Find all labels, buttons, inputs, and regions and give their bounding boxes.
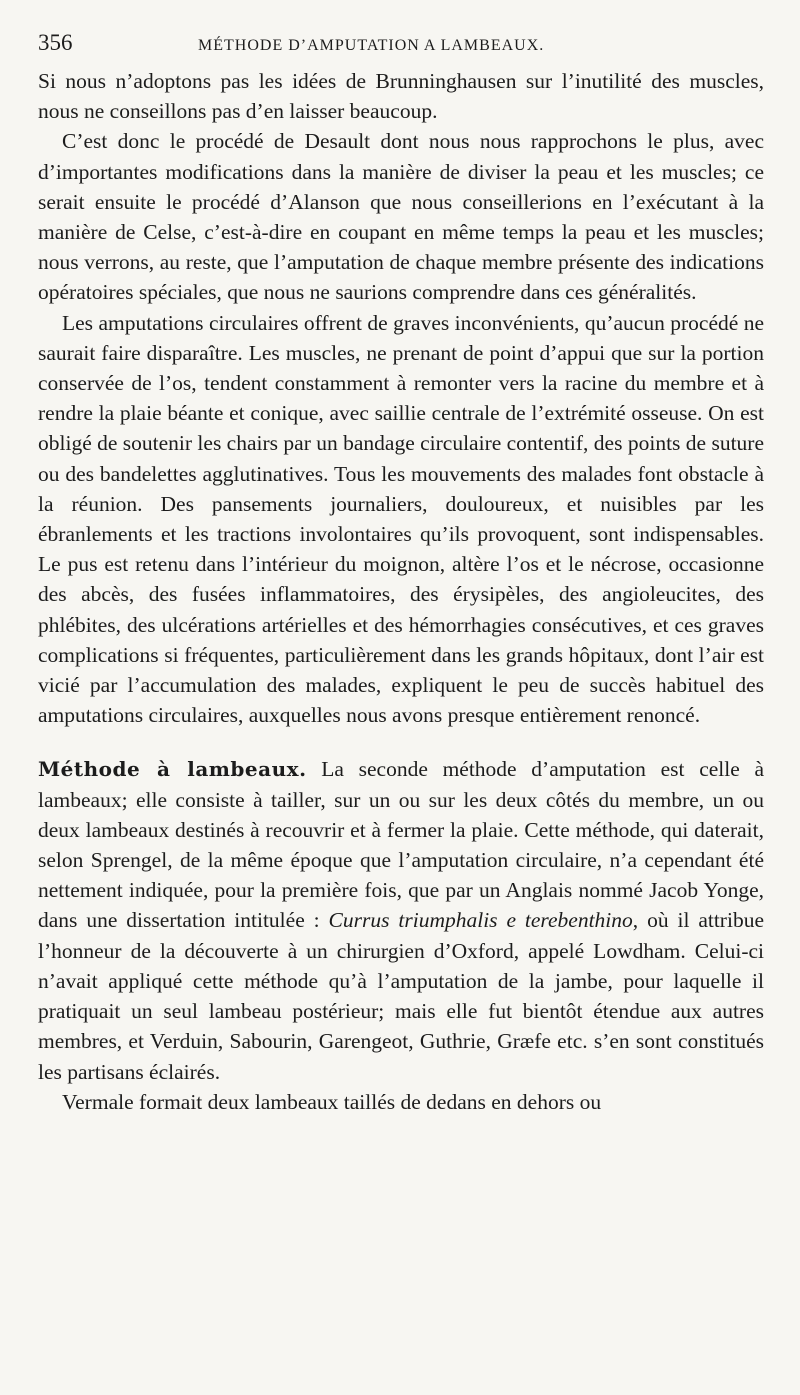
page-number: 356	[38, 30, 73, 55]
paragraph-4	[38, 754, 764, 1086]
running-title: MÉTHODE D’AMPUTATION A LAMBEAUX.	[198, 37, 545, 54]
paragraph-4-italic-title: Currus triumphalis e terebenthino	[328, 908, 633, 933]
running-head	[38, 30, 764, 64]
paragraph-2: C’est donc le procédé de Desault dont nous nous rapprochons le plus, avec d’importantes modifications dans la manière de diviser la peau et les muscles; ce serait ensuite le procédé d’Alanson que nous conseillerions en l’exécutant à la manière de Celse, c’est-à-dire en coupant en même temps la peau et les muscles; nous verrons, au reste, que l’amputation de chaque membre présente des indications opératoires spéciales, que nous ne saurions comprendre dans ces généralités.	[38, 129, 764, 305]
paragraph-4-text-b: , où il attribue l’honneur de la découverte à un chirurgien d’Oxford, appelé Lowdham. Celui-ci n’avait appliqué cette méthode qu’à l’amputation de la jambe, pour laquelle il pratiquait un seul lambeau postérieur; mais elle fut bientôt étendue aux autres membres, et Verduin, Sabourin, Garengeot, Guthrie, Græfe etc. s’en sont constitués les partisans éclairés.	[38, 908, 764, 1084]
paragraph-1: Si nous n’adoptons pas les idées de Brunninghausen sur l’inutilité des muscles, nous ne conseillons pas d’en laisser beaucoup.	[38, 69, 764, 124]
paragraph-5: Vermale formait deux lambeaux taillés de dedans en dehors ou	[62, 1089, 602, 1114]
paragraph-3: Les amputations circulaires offrent de graves inconvénients, qu’aucun procédé ne saurait faire disparaître. Les muscles, ne prenant de point d’appui que sur la portion conservée de l’os, tendent constamment à remonter vers la racine du membre et à rendre la plaie béante et conique, avec saillie centrale de l’extrémité osseuse. On est obligé de soutenir les chairs par un bandage circulaire contentif, des points de suture ou des bandelettes agglutinatives. Tous les mouvements des malades font obstacle à la réunion. Des pansements journaliers, douloureux, et nuisibles par les ébranlements et les tractions involontaires qu’ils provoquent, sont indispensables. Le pus est retenu dans l’intérieur du moignon, altère l’os et le nécrose, occasionne des abcès, des fusées inflammatoires, des érysipèles, des angioleucites, des phlébites, des ulcérations artérielles et des hémorrhagies consécutives, et ces graves complications si fréquentes, particulièrement dans les grands hôpitaux, dont l’air est vicié par l’accumulation des malades, expliquent le peu de succès habituel des amputations circulaires, auxquelles nous avons presque entièrement renoncé.	[38, 310, 764, 728]
section-title: Méthode à lambeaux.	[38, 757, 307, 782]
paragraph-4-text-a: La seconde méthode d’amputation est celle à lambeaux; elle consiste à tailler, sur un ou sur les deux côtés du membre, un ou deux lambeaux destinés à recouvrir et à fermer la plaie. Cette méthode, qui daterait, selon Sprengel, de la même époque que l’amputation circulaire, n’a cependant été nettement indiquée, pour la première fois, que par un Anglais nommé Jacob Yonge, dans une dissertation intitulée :	[38, 757, 765, 933]
